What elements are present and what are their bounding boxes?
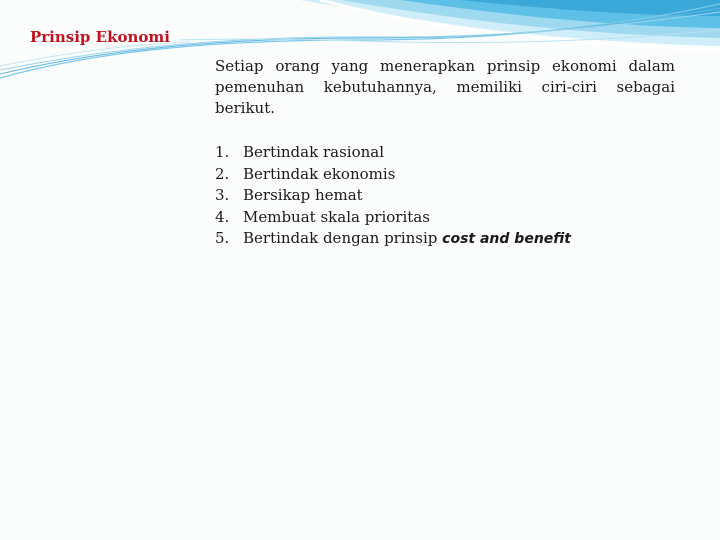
list-item-number: 4.: [215, 207, 230, 226]
list-item-text: Bertindak rasional: [243, 143, 384, 161]
slide-title: Prinsip Ekonomi: [30, 28, 170, 46]
list-item: [215, 185, 571, 207]
list-item-text: Bertindak ekonomis: [243, 164, 396, 183]
list-item-text: Bersikap hemat: [243, 186, 363, 204]
list-item-number: 1.: [215, 143, 230, 161]
list-item-number: 3.: [215, 186, 230, 204]
list-item: [215, 207, 571, 229]
list-item: [215, 228, 571, 251]
list-item: [215, 164, 571, 186]
list-item-text: [243, 228, 571, 251]
list-item-text: Membuat skala prioritas: [243, 207, 430, 226]
list-item-number: 5.: [215, 229, 230, 247]
list-item: [215, 142, 571, 164]
list-item-text-emphasis: cost and benefit: [442, 231, 571, 247]
intro-paragraph: Setiap orang yang menerapkan prinsip ekonomi dalam pemenuhan kebutuhannya, memiliki ciri-ciri sebagai berikut.: [215, 57, 675, 117]
list-item-text-plain: Bertindak dengan prinsip: [243, 229, 443, 247]
list-item-number: 2.: [215, 164, 230, 183]
characteristics-list: [215, 142, 571, 251]
